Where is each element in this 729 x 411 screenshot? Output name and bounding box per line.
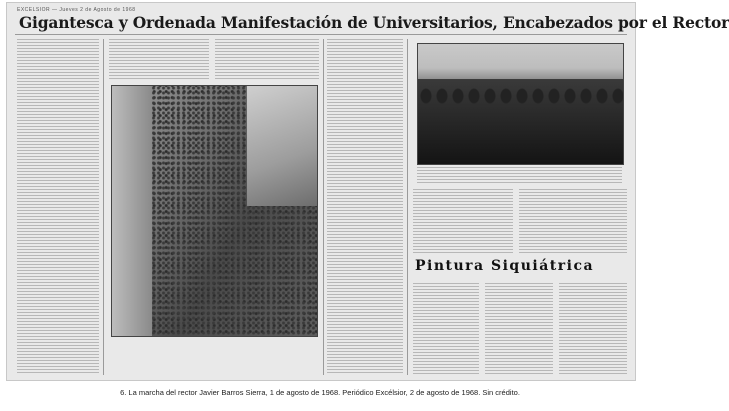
newspaper-masthead: EXCELSIOR — Jueves 2 de Agosto de 1968 xyxy=(17,7,136,13)
text-column xyxy=(413,189,513,253)
photo-caption-text xyxy=(417,167,622,183)
street-area xyxy=(112,86,152,336)
text-column xyxy=(519,189,627,253)
column-rule xyxy=(323,39,324,375)
text-column xyxy=(413,283,479,375)
rector-group-photo xyxy=(417,43,624,165)
text-column xyxy=(327,39,403,375)
headline-rule xyxy=(15,34,627,35)
text-column xyxy=(109,39,209,79)
column-rule xyxy=(103,39,104,375)
photo-caption-text xyxy=(111,339,316,359)
text-column xyxy=(17,39,99,375)
building-area xyxy=(247,86,317,206)
section-heading: Pintura Siquiátrica xyxy=(415,258,627,278)
newspaper-headline: Gigantesca y Ordenada Manifestación de Universitarios, Encabezados por el Rector xyxy=(19,13,729,32)
newspaper-page xyxy=(6,2,729,381)
text-column xyxy=(215,39,319,79)
text-column xyxy=(485,283,553,375)
figure-caption: 6. La marcha del rector Javier Barros Sierra, 1 de agosto de 1968. Periódico Excélsior, 2 de agosto de 1968. Sin crédito. xyxy=(120,388,520,397)
people-row xyxy=(418,79,623,164)
text-column xyxy=(559,283,627,375)
crowd-photo xyxy=(111,85,318,337)
column-rule xyxy=(407,39,408,375)
